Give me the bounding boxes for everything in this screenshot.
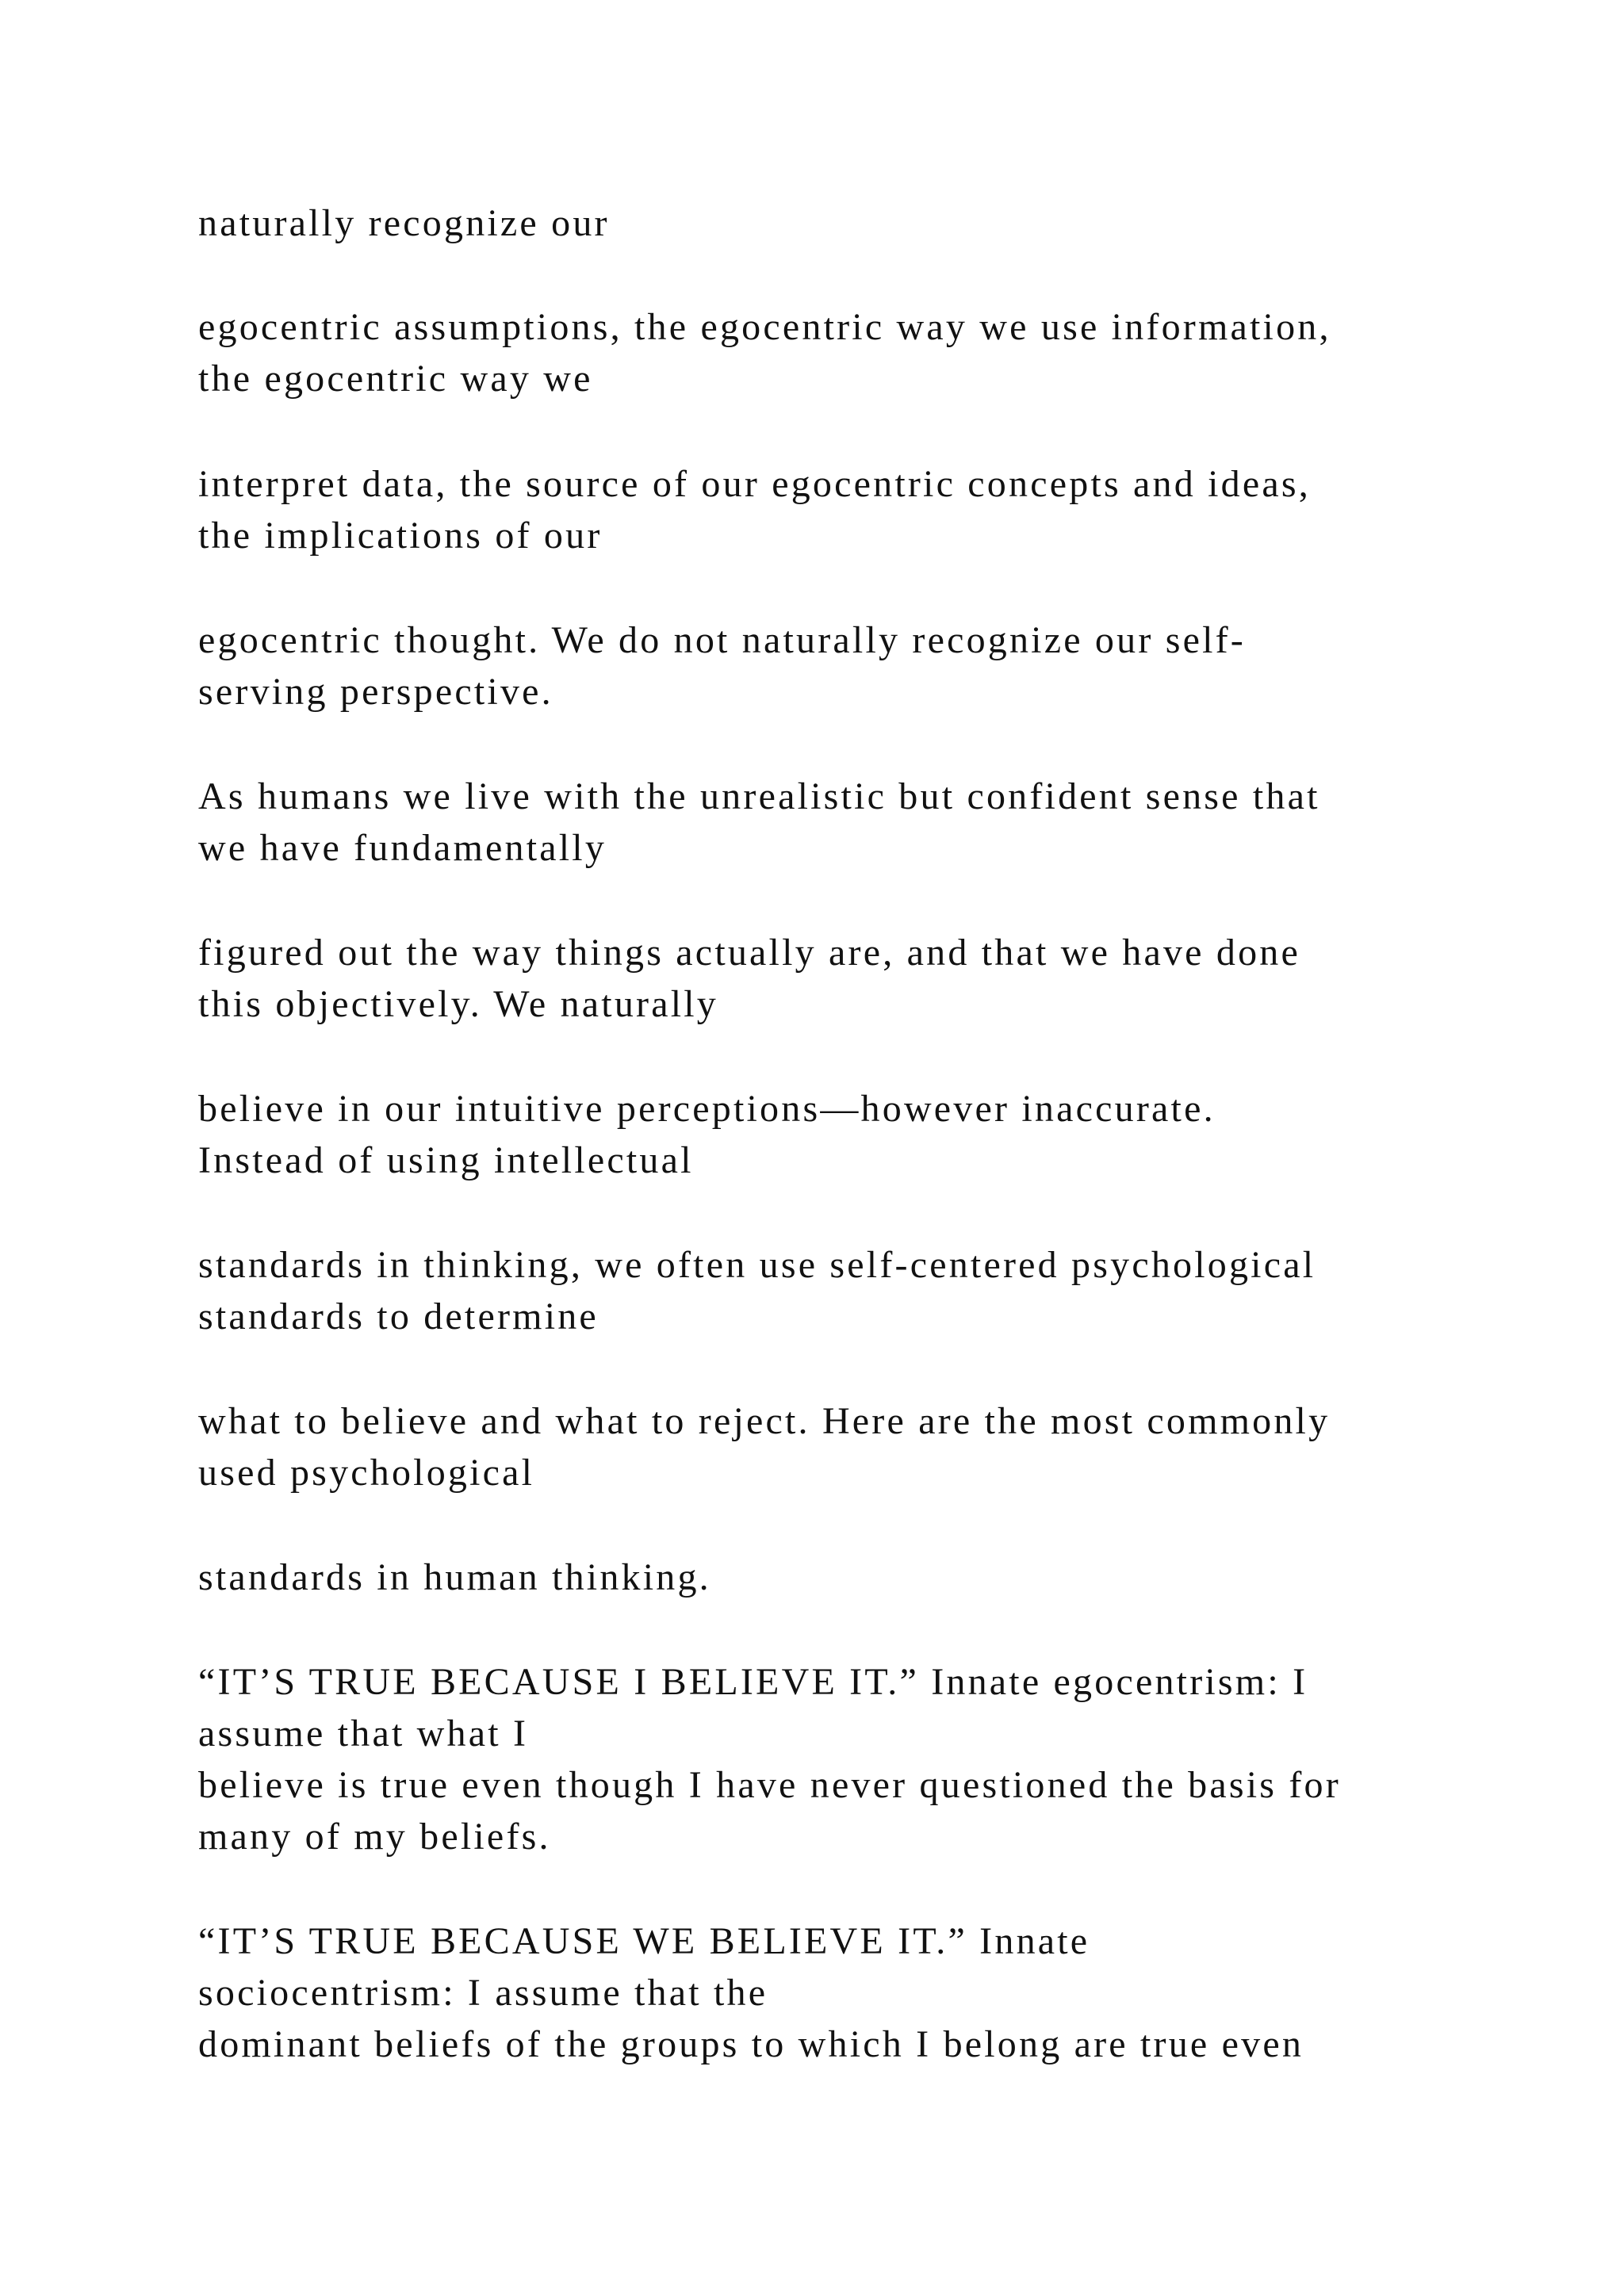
text-line: figured out the way things actually are, and that we have done — [198, 932, 1300, 974]
text-line: dominant beliefs of the groups to which I belong are true even — [198, 2023, 1304, 2065]
text-line: believe in our intuitive perceptions—however inaccurate. — [198, 1088, 1216, 1130]
text-line: standards in thinking, we often use self-centered psychological — [198, 1244, 1316, 1286]
text-line: “IT’S TRUE BECAUSE WE BELIEVE IT.” Innate — [198, 1920, 1090, 1962]
text-line: standards in human thinking. — [198, 1556, 711, 1598]
text-line: we have fundamentally — [198, 827, 607, 869]
text-line: interpret data, the source of our egocentric concepts and ideas, — [198, 463, 1311, 505]
text-line: many of my beliefs. — [198, 1816, 551, 1858]
text-line: serving perspective. — [198, 671, 553, 713]
text-line: Instead of using intellectual — [198, 1139, 694, 1181]
text-line: As humans we live with the unrealistic but confident sense that — [198, 775, 1320, 817]
text-line: the implications of our — [198, 515, 603, 557]
text-line: what to believe and what to reject. Here are the most commonly — [198, 1400, 1331, 1442]
text-line: egocentric assumptions, the egocentric way we use information, — [198, 306, 1331, 348]
text-line: standards to determine — [198, 1295, 599, 1337]
text-line: the egocentric way we — [198, 358, 593, 400]
text-line: sociocentrism: I assume that the — [198, 1972, 768, 2014]
text-line: used psychological — [198, 1452, 535, 1494]
text-line: this objectively. We naturally — [198, 983, 718, 1025]
text-line: egocentric thought. We do not naturally recognize our self- — [198, 619, 1246, 661]
text-line: “IT’S TRUE BECAUSE I BELIEVE IT.” Innate egocentrism: I — [198, 1661, 1308, 1703]
text-line: assume that what I — [198, 1712, 529, 1755]
text-line: naturally recognize our — [198, 202, 610, 244]
text-line: believe is true even though I have never questioned the basis for — [198, 1764, 1341, 1806]
